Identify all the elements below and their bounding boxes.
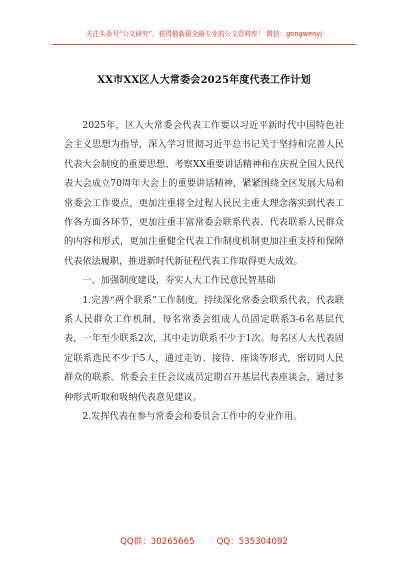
- footer-qq: QQ：535304092: [216, 537, 288, 547]
- footer-qq-group: QQ群：30265665: [120, 537, 195, 547]
- paragraph-intro: 2025年，区人大常委会代表工作要以习近平新时代中国特色社会主义思想为指导，深入学习贯彻习近平总书记关于坚持和完善人民代表大会制度的重要思想、考察XX重要讲话精神和在庆祝全国人民代表大会成立70周年大会上的重要讲话精神，紧紧围绕全区发展大局和常委会工作要点，更加注重将全过程人民民主重大理念落实到代表工作各方面各环节，更加注重丰富常委会联系代表、代表联系人民群众的内容和形式，更加注重健全代表工作制度机制更加注重支持和保障代表依法履职，推进新时代新征程代表工作取得更大成效。: [64, 120, 344, 267]
- document-body: [64, 116, 344, 427]
- paragraph-item-1: 1.完善“两个联系”工作制度。持续深化常委会联系代表，代表联系人民群众工作机制，每名常委会组成人员固定联系3-6名基层代表，一年至少联系2次，其中走访联系不少于1次。每名区人大代表固定联系选民不少于5人，通过走访、接待、座谈等形式，密切同人民群众的联系。常委会主任会议成员定期召开基层代表座谈会，通过多种形式听取和吸纳代表意见建议。: [64, 294, 344, 403]
- section-heading-1: 一、加强制度建设，夯实人大工作民意民智基础: [82, 275, 276, 287]
- footer-contact: [0, 535, 408, 547]
- paragraph-item-2: 2.发挥代表在参与常委会和委员会工作中的专业作用。: [82, 411, 303, 423]
- document-title: XX市XX区人大常委会2025年度代表工作计划: [97, 75, 311, 86]
- header-banner: 关注头条号“公文研究”，获得最新最全最专业的公文资料库！ 微信：gongwenyj: [85, 30, 323, 38]
- header-divider: [52, 44, 356, 45]
